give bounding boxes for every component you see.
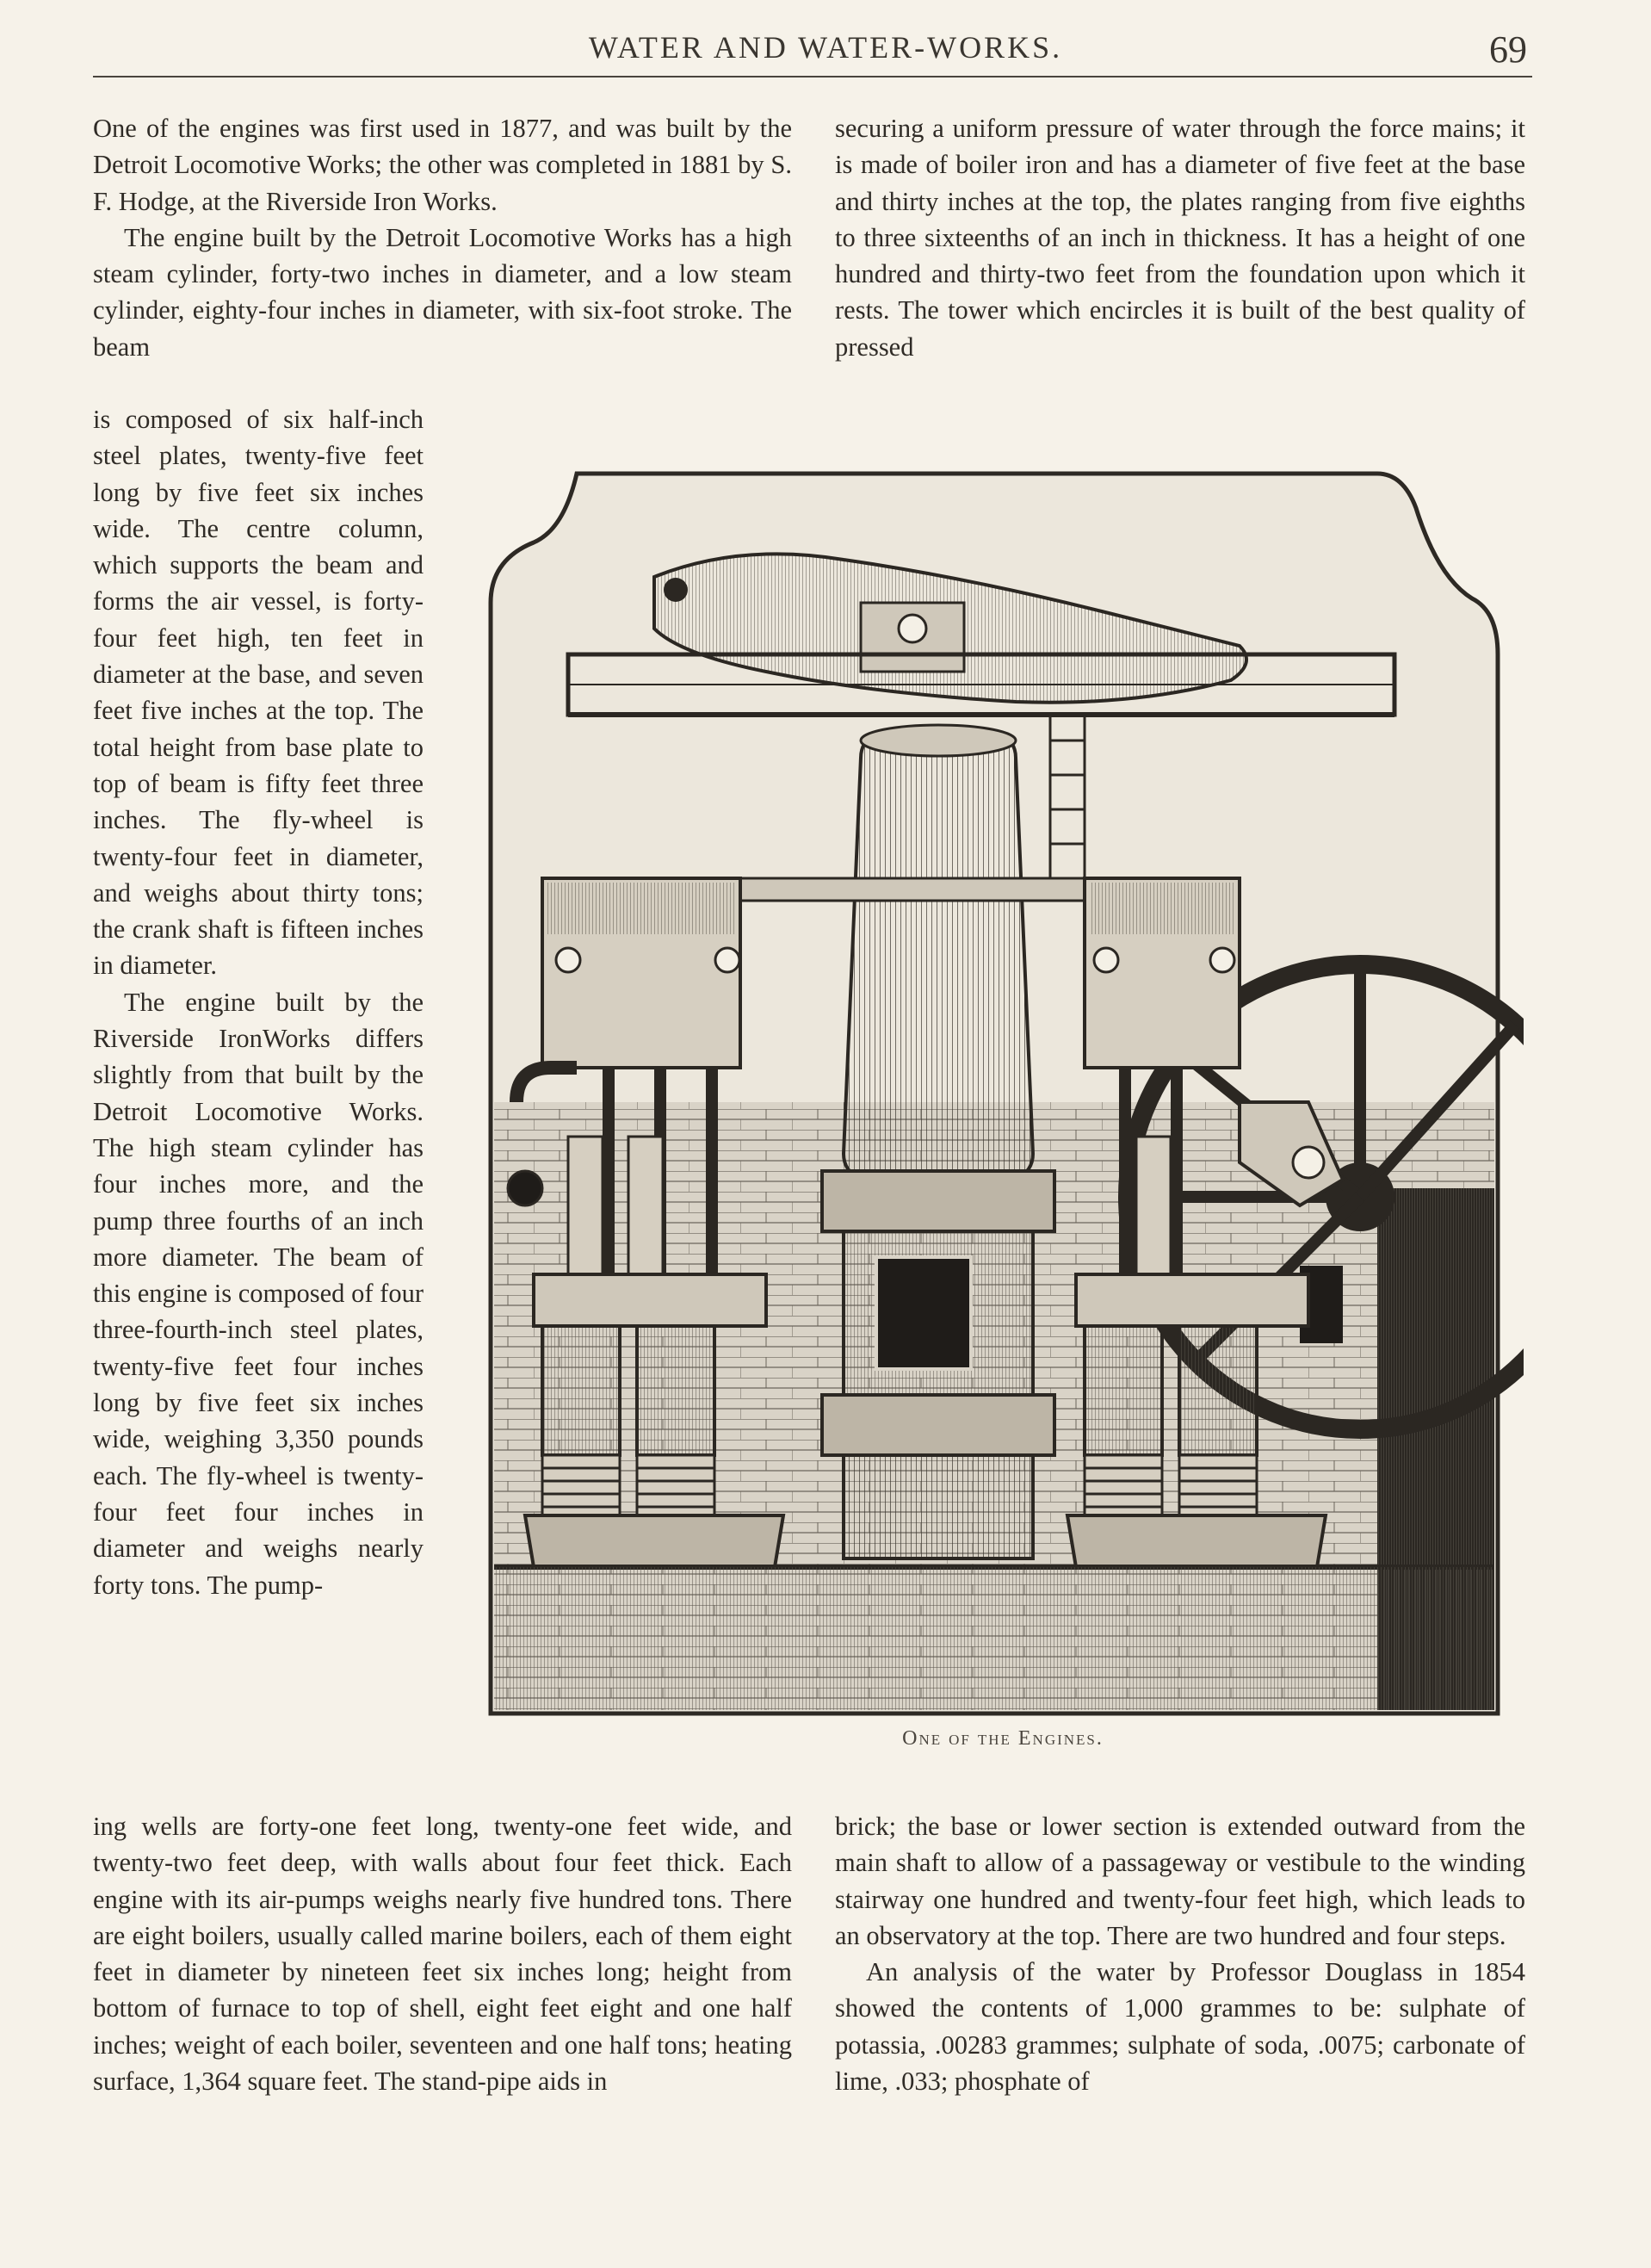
- paragraph-stand-pipe: securing a uniform pressure of water through the force mains; it is made of boiler iron and has a diameter of five feet at the base and thirty inches at the top, the plates ranging from five eighths to three sixteenths of an inch in thickness. It has a height of one hundred and thirty-two feet from the foundation upon which it rests. The tower which encircles it is built of the best quality of pressed: [835, 114, 1525, 362]
- left-column-top: [93, 110, 792, 365]
- centre-column: [822, 725, 1054, 1558]
- paragraph-tower: brick; the base or lower section is extended outward from the main shaft to allow of a passageway or vestibule to the winding stairway one hundred and twenty-four feet high, which leads to an observatory at the top. There are two hundred and four steps.: [835, 1812, 1525, 1950]
- left-column-bottom: [93, 1808, 792, 2099]
- right-column-bottom: [835, 1808, 1525, 2099]
- paragraph-water-analysis: An analysis of the water by Professor Douglass in 1854 showed the contents of 1,000 grammes to be: sulphate of potassia, .00283 grammes; sulphate of soda, .0075; carbonate of lime, .033; phosphate of: [835, 1957, 1525, 2097]
- paragraph-riverside-engine: The engine built by the Riverside IronWorks differs slightly from that built by the Detroit Locomotive Works. The high steam cylinder has four inches more, and the pump three fourths of an inch more diameter. The beam of this engine is composed of four three-fourth-inch steel plates, twenty-five feet four inches long by five feet six inches wide, weighing 3,350 pounds each. The fly-wheel is twenty-four feet four inches in diameter and weighs nearly forty tons. The pump-: [93, 987, 424, 1600]
- header-rule: [93, 76, 1532, 77]
- left-column-beside-figure: [93, 401, 424, 1603]
- engine-engraving: [482, 448, 1524, 1722]
- paragraph-beam-description: is composed of six half-inch steel plates, twenty-five feet long by five feet six inches wide. The centre column, which supports the beam and forms the air vessel, is forty-four feet high, ten feet in diameter at the base, and seven feet five inches at the top. The total height from base plate to top of beam is fifty feet three inches. The fly-wheel is twenty-four feet in diameter, and weighs about thirty tons; the crank shaft is fifteen inches in diameter.: [93, 405, 424, 981]
- running-title: WATER AND WATER-WORKS.: [588, 30, 1063, 65]
- page-number: 69: [1489, 28, 1527, 71]
- right-column-top: [835, 110, 1525, 365]
- paragraph-engines-intro: One of the engines was first used in 1877, and was built by the Detroit Locomotive Works; the other was completed in 1881 by S. F. Hodge, at the Riverside Iron Works.: [93, 114, 792, 216]
- engine-illustration: [482, 448, 1524, 1722]
- paragraph-detroit-engine: The engine built by the Detroit Locomotive Works has a high steam cylinder, forty-two inches in diameter, and a low steam cylinder, eighty-four inches in diameter, with six-foot stroke. The beam: [93, 222, 792, 362]
- paragraph-pumping-wells: ing wells are forty-one feet long, twenty-one feet wide, and twenty-two feet deep, with walls about four feet thick. Each engine with its air-pumps weighs nearly five hundred tons. There are eight boilers, usually called marine boilers, each of them eight feet in diameter by nineteen feet six inches long; height from bottom of furnace to top of shell, eight feet eight and one half inches; weight of each boiler, seventeen and one half tons; heating surface, 1,364 square feet. The stand-pipe aids in: [93, 1812, 792, 2097]
- figure-caption: One of the Engines.: [902, 1727, 1104, 1750]
